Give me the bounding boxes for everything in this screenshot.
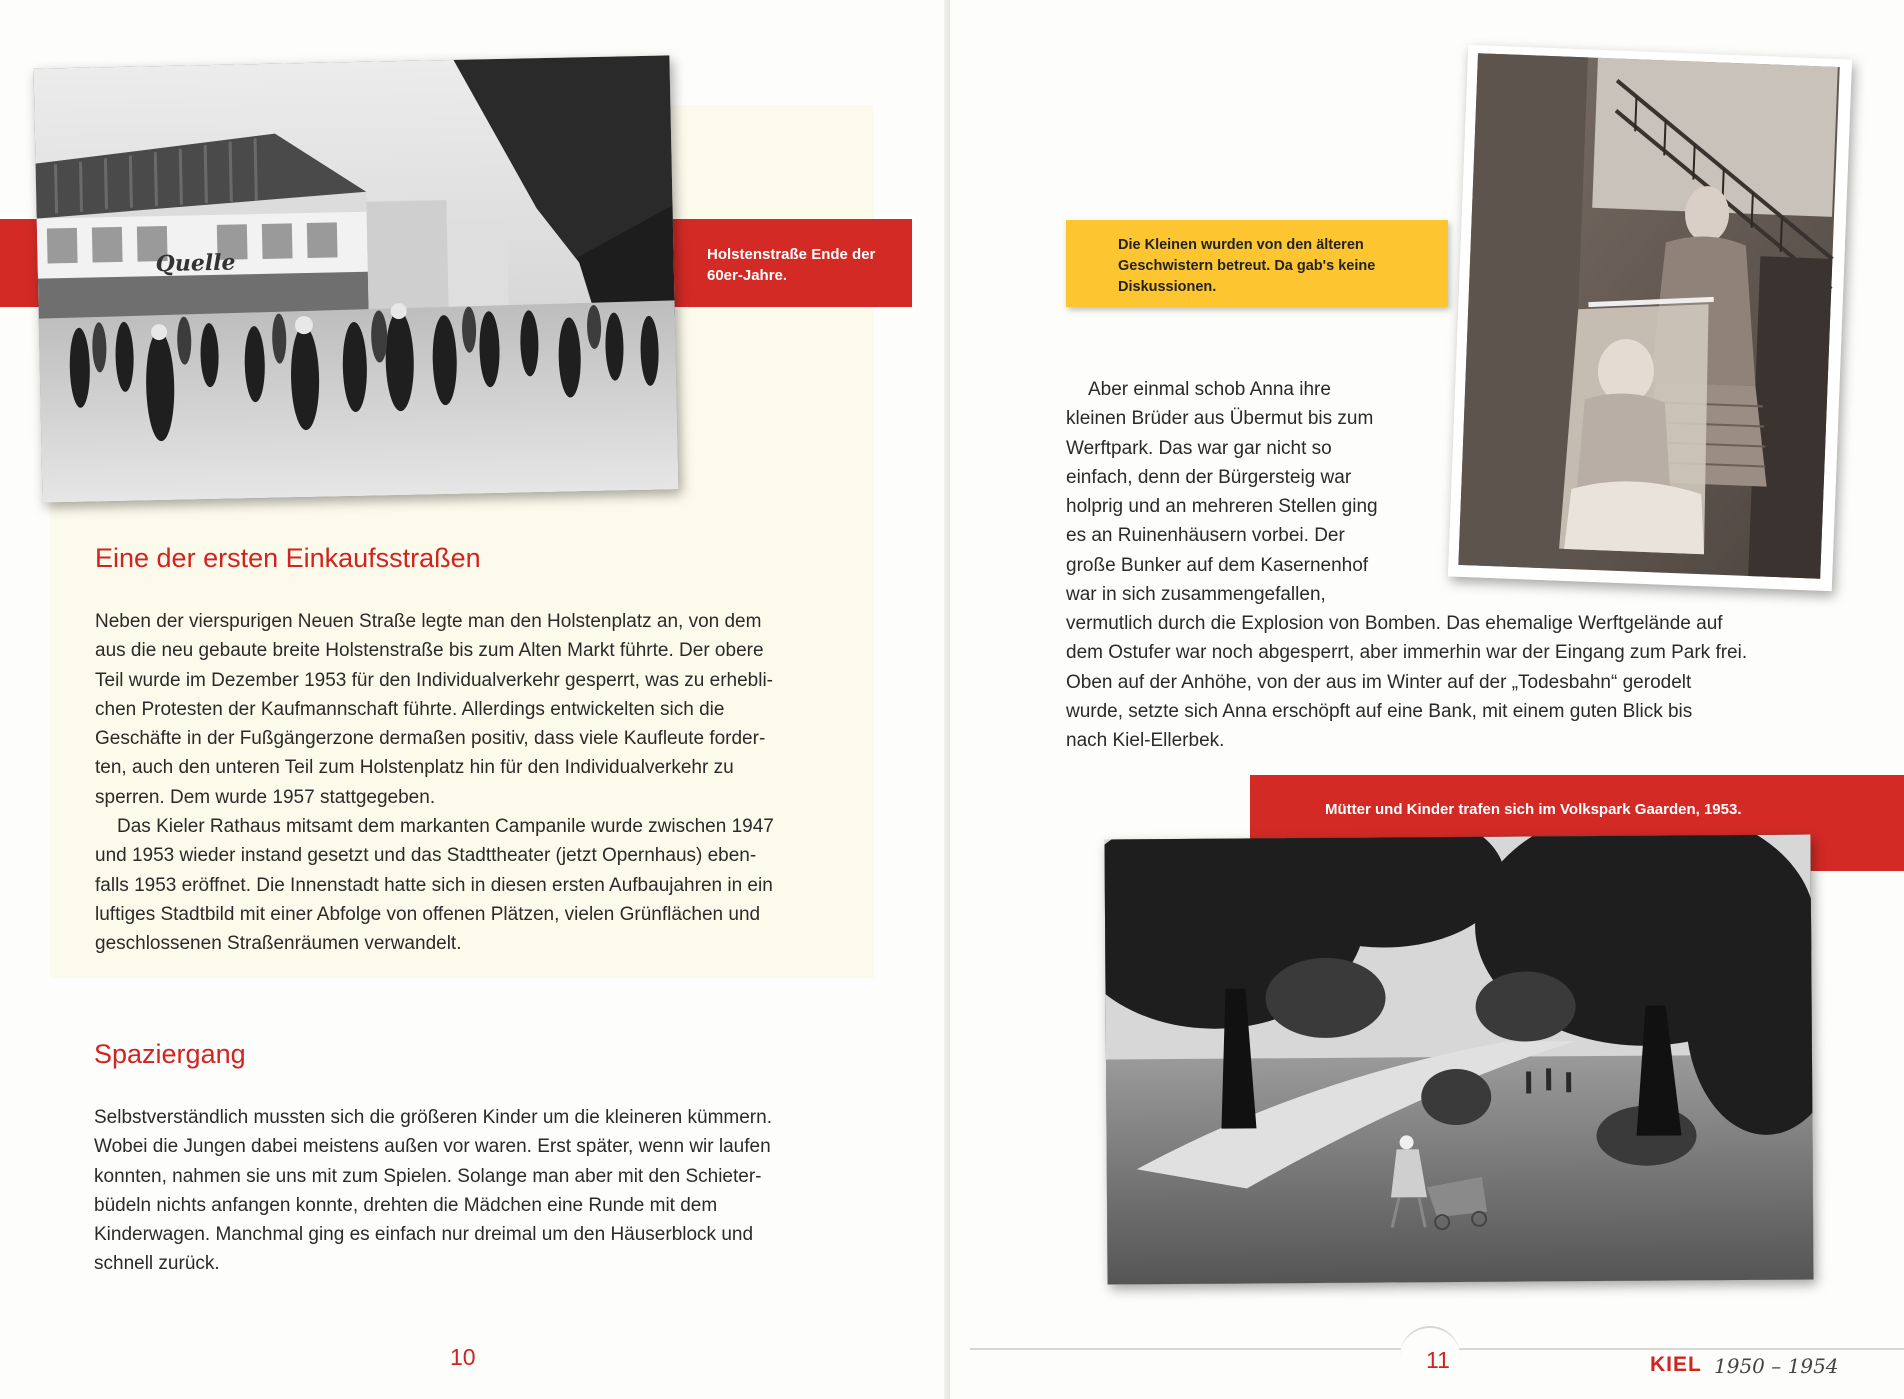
text-line: und 1953 wieder instand gesetzt und das Stadttheater (jetzt Opernhaus) eben- xyxy=(95,845,757,867)
text-line: Neben der vierspurigen Neuen Straße legte man den Holstenplatz an, von dem xyxy=(95,611,762,632)
text-line: sperren. Dem wurde 1957 stattgegeben. xyxy=(95,786,436,808)
right-page xyxy=(950,0,1904,1399)
holstenstrasse-photo-image xyxy=(34,55,679,502)
page-number-right: 11 xyxy=(1426,1347,1450,1373)
text-line: holprig und an mehreren Stellen ging xyxy=(1066,496,1378,518)
page-number-left: 10 xyxy=(450,1344,476,1370)
text-line: Kinderwagen. Manchmal ging es einfach nur dreimal um den Häuserblock und xyxy=(94,1224,754,1246)
text-line: Werftpark. Das war gar nicht so xyxy=(1066,437,1332,459)
quelle-sign: Quelle xyxy=(155,249,236,278)
text-line: dem Ostufer war noch abgesperrt, aber immerhin war der Eingang zum Park frei. xyxy=(1066,642,1748,664)
text-line: Wobei die Jungen dabei meistens außen vor waren. Erst später, wenn wir laufen xyxy=(94,1136,771,1158)
text-line: große Bunker auf dem Kasernenhof xyxy=(1066,554,1369,576)
text-line: kleinen Brüder aus Übermut bis zum xyxy=(1066,408,1374,430)
holstenstrasse-photo[interactable] xyxy=(34,55,679,502)
text-line: luftiges Stadtbild mit einer Abfolge von offenen Plätzen, vielen Grünflächen und xyxy=(95,903,761,925)
text-line: Das Kieler Rathaus mitsamt dem markanten Campanile wurde zwischen 1947 xyxy=(117,816,774,838)
text-line: Teil wurde im Dezember 1953 für den Individualverkehr gesperrt, was zu erhebli- xyxy=(95,669,773,691)
brand-years: 1950 – 1954 xyxy=(1714,1354,1839,1378)
photo-caption-holstenstrasse: Holstenstraße Ende der 60er-Jahre. xyxy=(707,246,876,284)
text-line: chen Protesten der Kaufmannschaft führte. Allerdings entwickelten sich die xyxy=(95,698,725,720)
text-line: ten, auch den unteren Teil zum Holstenplatz hin für den Individualverkehr zu xyxy=(95,757,734,779)
kiel-brand: KIEL xyxy=(1650,1353,1702,1376)
text-line: nach Kiel-Ellerbek. xyxy=(1066,730,1225,752)
girl-with-pram-photo-image xyxy=(1448,45,1852,591)
text-line: aus die neu gebaute breite Holstenstraße bis zum Alten Markt führte. Der obere xyxy=(95,640,764,662)
girl-with-pram-photo[interactable] xyxy=(1448,45,1852,591)
text-line: schnell zurück. xyxy=(94,1253,220,1275)
volkspark-gaarden-photo[interactable] xyxy=(1104,835,1813,1285)
paragraph-werftpark-intro xyxy=(1066,375,1446,609)
text-line: Selbstverständlich mussten sich die größeren Kinder um die kleineren kümmern. xyxy=(94,1107,772,1128)
text-line: konnten, nahmen sie uns mit zum Spielen. Solange man aber mit den Schieter- xyxy=(94,1165,762,1187)
text-line: war in sich zusammengefallen, xyxy=(1066,584,1326,606)
text-line: Oben auf der Anhöhe, von der aus im Winter auf der „Todesbahn“ gerodelt xyxy=(1066,671,1692,693)
paragraph-spaziergang xyxy=(94,1103,894,1279)
heading-spaziergang: Spaziergang xyxy=(94,1039,246,1069)
text-line: es an Ruinenhäusern vorbei. Der xyxy=(1066,525,1345,547)
paragraph-werftpark-rest xyxy=(1066,609,1866,755)
text-line: Geschäfte in der Fußgängerzone dermaßen positiv, dass viele Kaufleute forder- xyxy=(95,728,766,750)
text-line: büdeln nichts anfangen konnte, drehten die Mädchen eine Runde mit dem xyxy=(94,1194,718,1216)
volkspark-photo-image xyxy=(1104,835,1813,1285)
text-line: falls 1953 eröffnet. Die Innenstadt hatte sich in diesen ersten Aufbaujahren in ein xyxy=(95,874,773,896)
text-line: wurde, setzte sich Anna erschöpft auf eine Bank, mit einem guten Blick bis xyxy=(1066,700,1693,722)
heading-einkaufsstrassen: Eine der ersten Einkaufsstraßen xyxy=(95,543,481,573)
paragraph-holstenplatz xyxy=(95,607,875,959)
text-line: vermutlich durch die Explosion von Bomben. Das ehemalige Werftgelände auf xyxy=(1066,613,1723,634)
text-line: Aber einmal schob Anna ihre xyxy=(1088,379,1331,400)
photo-caption-volkspark: Mütter und Kinder trafen sich im Volkspark Gaarden, 1953. xyxy=(1325,801,1742,818)
yellow-note-siblings: Die Kleinen wurden von den älteren Geschwistern betreut. Da gab's keine Diskussionen. xyxy=(1066,220,1448,307)
text-line: geschlossenen Straßenräumen verwandelt. xyxy=(95,933,462,955)
left-page xyxy=(0,0,950,1399)
text-line: einfach, denn der Bürgersteig war xyxy=(1066,466,1352,488)
